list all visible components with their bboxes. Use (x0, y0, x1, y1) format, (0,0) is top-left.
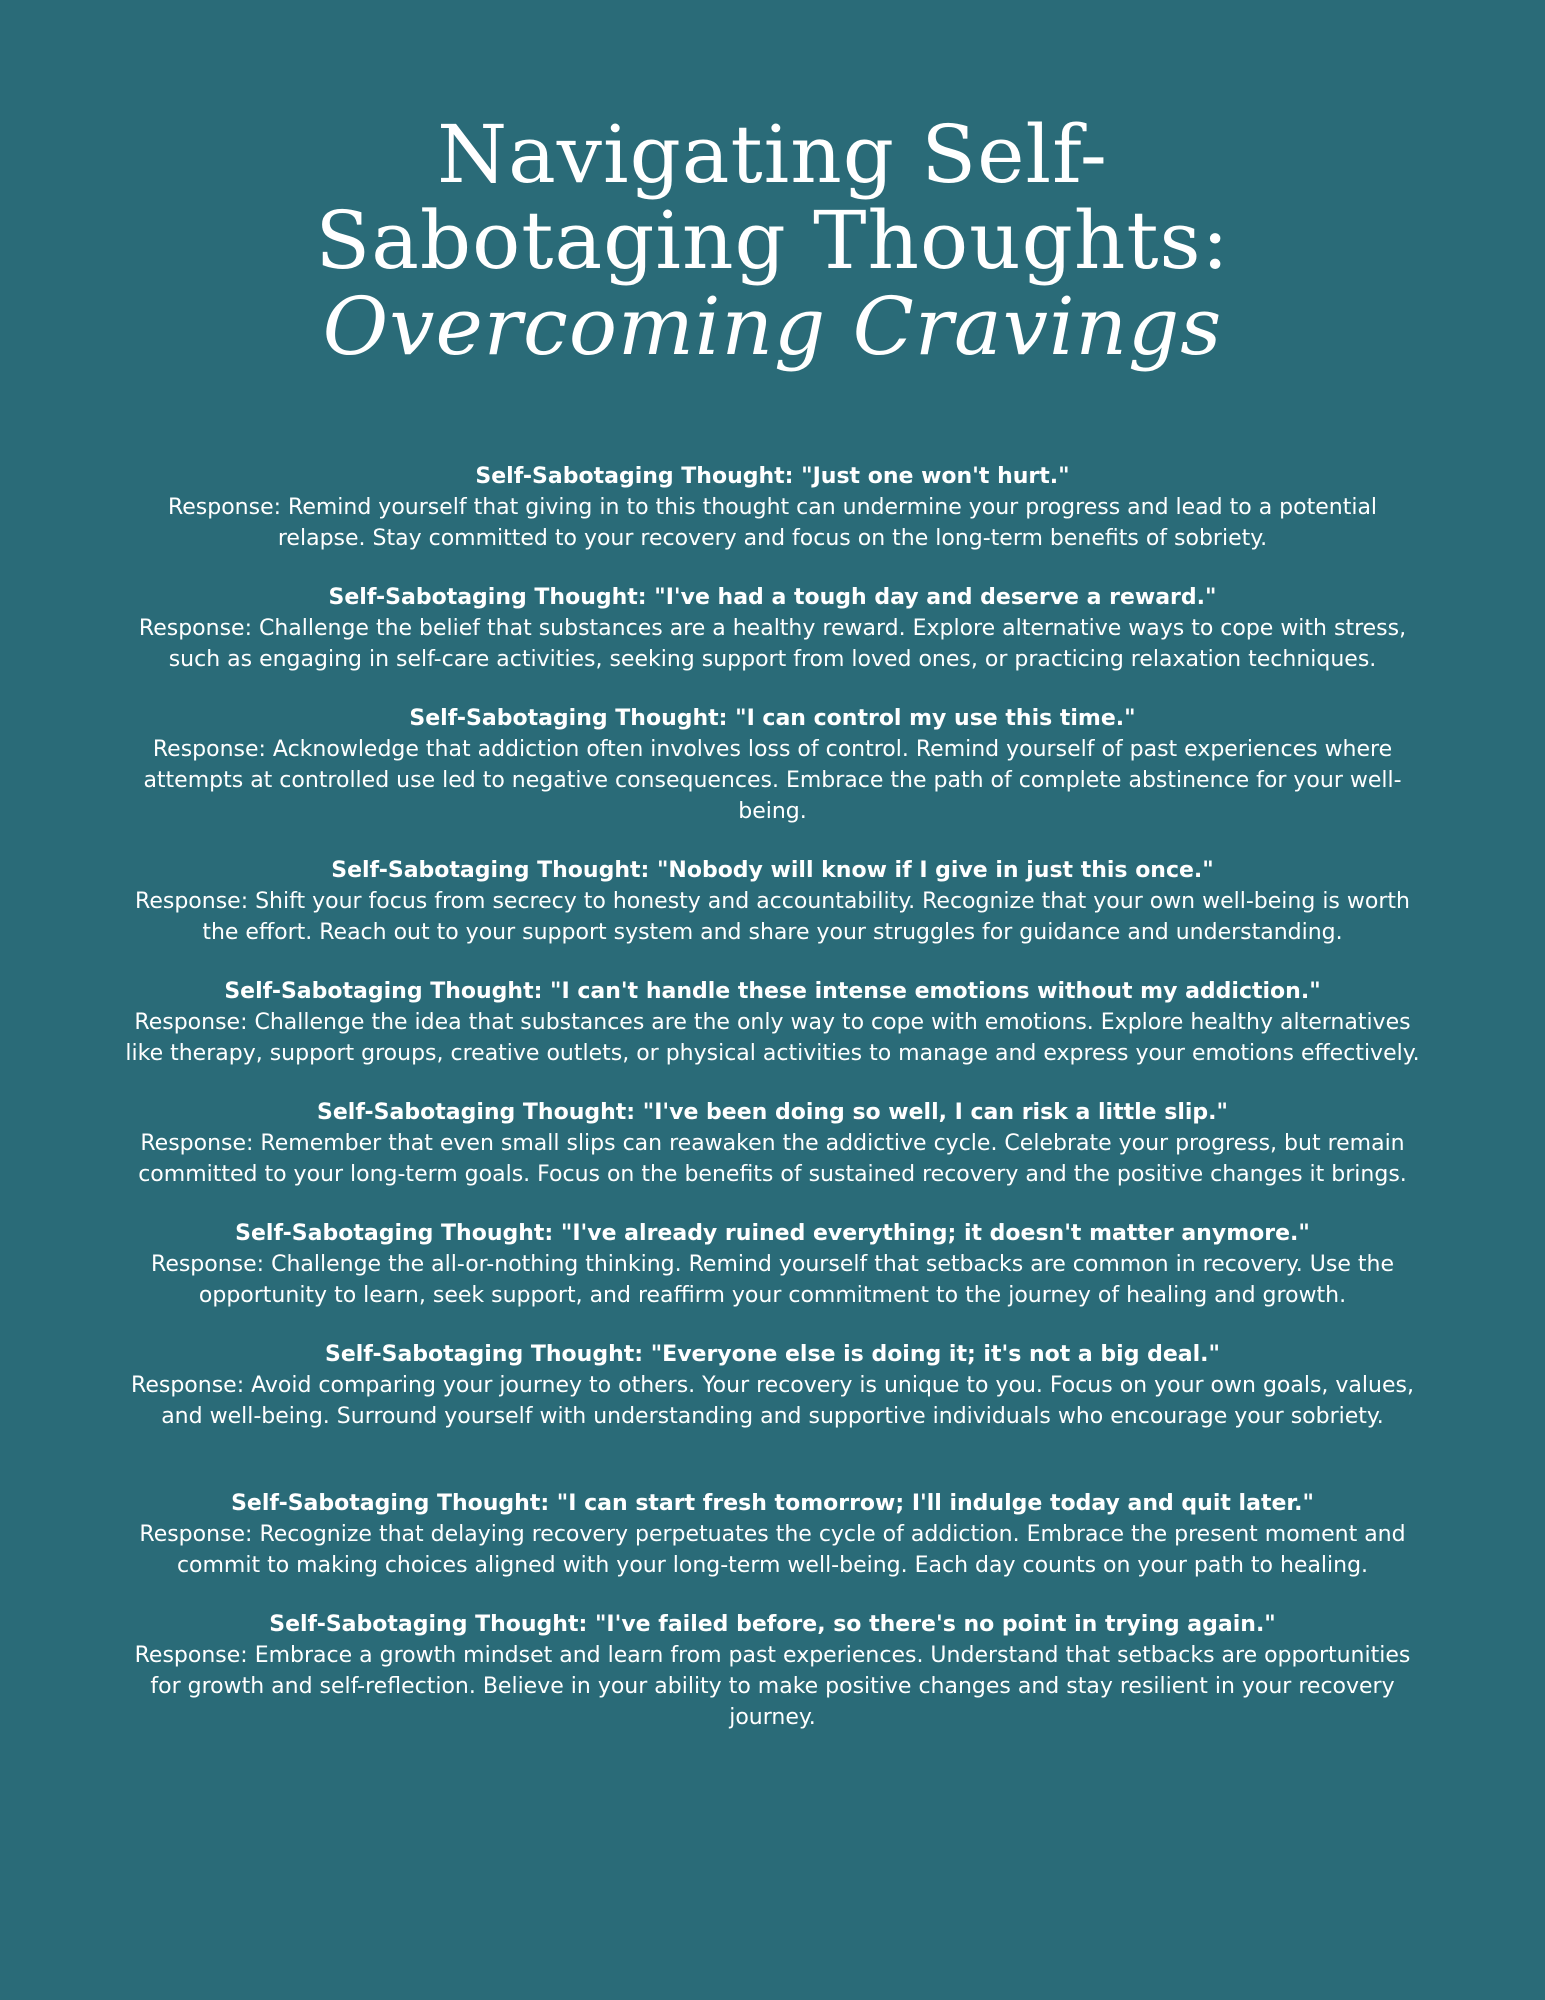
title-line-1: Navigating Self- (437, 108, 1108, 201)
title-line-2: Sabotaging Thoughts: (315, 194, 1230, 287)
thought-heading: Self-Sabotaging Thought: "I've already ruined everything; it doesn't matter anymore." (235, 1221, 1310, 1246)
thought-response: Response: Remind yourself that giving in to this thought can undermine your progress and lead to a potential relapse. Stay committed to your recovery and focus on the long-term benefits of sobriety. (167, 495, 1378, 551)
thought-response: Response: Challenge the all-or-nothing thinking. Remind yourself that setbacks are common in recovery. Use the opportunity to learn, seek support, and reaffirm your commitment to the journey of healing and growth. (151, 1252, 1394, 1308)
thought-heading: Self-Sabotaging Thought: "I can't handle these intense emotions without my addiction." (224, 979, 1321, 1004)
thought-response: Response: Challenge the belief that substances are a healthy reward. Explore alternative ways to cope with stress, such as engaging in self-care activities, seeking support from loved ones, or practicing relaxation techniques. (138, 616, 1407, 672)
thought-response: Response: Challenge the idea that substances are the only way to cope with emotions. Explore healthy alternatives like therapy, support groups, creative outlets, or physical activities to manage and express your emotions effectively. (125, 1010, 1420, 1066)
thought-item (125, 582, 1420, 675)
thought-heading: Self-Sabotaging Thought: "I've been doing so well, I can risk a little slip." (317, 1100, 1228, 1125)
thought-heading: Self-Sabotaging Thought: "I've failed before, so there's no point in trying again." (269, 1612, 1276, 1637)
thought-heading: Self-Sabotaging Thought: "Everyone else is doing it; it's not a big deal." (324, 1342, 1221, 1367)
thought-item (125, 1097, 1420, 1190)
page-title (0, 108, 1545, 373)
thought-item (125, 1609, 1420, 1733)
thought-heading: Self-Sabotaging Thought: "Nobody will know if I give in just this once." (331, 858, 1214, 883)
thought-response: Response: Recognize that delaying recovery perpetuates the cycle of addiction. Embrace the present moment and commit to making choices aligned with your long-term well-being. Each day counts on your path to healing. (139, 1522, 1406, 1578)
thought-response: Response: Embrace a growth mindset and learn from past experiences. Understand that setbacks are opportunities for growth and self-reflection. Believe in your ability to make positive changes and stay resilient in your recovery journey. (134, 1643, 1411, 1730)
thought-response: Response: Avoid comparing your journey to others. Your recovery is unique to you. Focus on your own goals, values, and well-being. Surround yourself with understanding and supportive individuals who encourage your sobriety. (131, 1373, 1414, 1429)
thought-item (125, 1218, 1420, 1311)
thought-item (125, 976, 1420, 1069)
thought-heading: Self-Sabotaging Thought: "I've had a tough day and deserve a reward." (328, 585, 1217, 610)
thought-response: Response: Remember that even small slips can reawaken the addictive cycle. Celebrate your progress, but remain committed to your long-term goals. Focus on the benefits of sustained recovery and the positive changes it brings. (138, 1131, 1407, 1187)
thought-item (125, 855, 1420, 948)
title-subtitle: Overcoming Cravings (322, 280, 1223, 373)
thought-item (125, 1488, 1420, 1581)
thought-response: Response: Acknowledge that addiction often involves loss of control. Remind yourself of past experiences where attempts at controlled use led to negative consequences. Embrace the path of complete abstinence for your well-being. (143, 737, 1402, 824)
thought-list (125, 461, 1420, 1761)
thought-item (125, 703, 1420, 827)
thought-item (125, 461, 1420, 554)
thought-heading: Self-Sabotaging Thought: "Just one won't hurt." (475, 464, 1070, 489)
thought-heading: Self-Sabotaging Thought: "I can control my use this time." (409, 706, 1136, 731)
thought-heading: Self-Sabotaging Thought: "I can start fresh tomorrow; I'll indulge today and quit later." (231, 1491, 1314, 1516)
thought-response: Response: Shift your focus from secrecy to honesty and accountability. Recognize that your own well-being is worth the effort. Reach out to your support system and share your struggles for guidance and understanding. (135, 889, 1410, 945)
thought-item (125, 1339, 1420, 1432)
